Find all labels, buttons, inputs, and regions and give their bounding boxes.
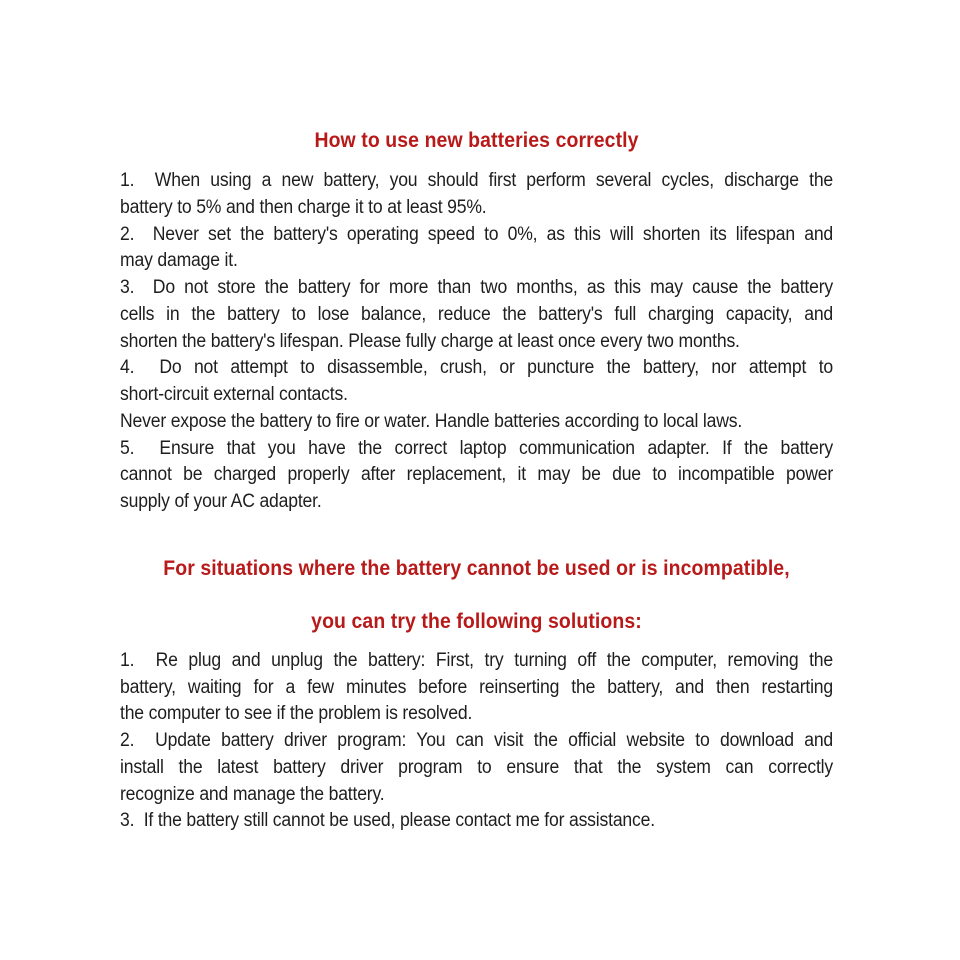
section2-heading-line2: you can try the following solutions: <box>311 609 642 633</box>
section2-body <box>120 648 833 835</box>
text-line: cells in the battery to lose balance, reduce the battery's full charging capacity, and <box>120 303 834 325</box>
text-line: battery to 5% and then charge it to at least 95%. <box>120 196 487 218</box>
text-line: cannot be charged properly after replacement, it may be due to incompatible power <box>120 464 834 486</box>
text-line: recognize and manage the battery. <box>120 783 385 805</box>
text-line: 5. Ensure that you have the correct laptop communication adapter. If the battery <box>120 437 834 459</box>
text-line: 2. Update battery driver program: You can visit the official website to download and <box>120 730 834 751</box>
text-line: 3. Do not store the battery for more than two months, as this may cause the battery <box>120 277 834 298</box>
text-line: 3. If the battery still cannot be used, please contact me for assistance. <box>120 810 655 832</box>
text-line: 2. Never set the battery's operating speed to 0%, as this will shorten its lifespan and <box>120 223 834 245</box>
text-line: 1. When using a new battery, you should first perform several cycles, discharge the <box>120 170 834 191</box>
text-line: supply of your AC adapter. <box>120 491 322 512</box>
section2-heading-line1: For situations where the battery cannot be used or is incompatible, <box>163 556 790 580</box>
text-line: may damage it. <box>120 250 238 272</box>
text-line: the computer to see if the problem is resolved. <box>120 703 473 725</box>
text-line: 4. Do not attempt to disassemble, crush, or puncture the battery, nor attempt to <box>120 357 834 379</box>
section1-title: How to use new batteries correctly <box>314 129 639 152</box>
section1-body <box>120 168 833 516</box>
text-line: install the latest battery driver program to ensure that the system can correctly <box>120 756 834 778</box>
text-line: battery, waiting for a few minutes before reinserting the battery, and then restarting <box>120 676 834 698</box>
text-line: shorten the battery's lifespan. Please fully charge at least once every two months. <box>120 330 740 352</box>
text-line: short-circuit external contacts. <box>120 384 348 405</box>
text-line: 1. Re plug and unplug the battery: First, try turning off the computer, removing the <box>120 649 834 671</box>
text-line: Never expose the battery to fire or water. Handle batteries according to local laws. <box>120 410 743 432</box>
document-content <box>120 0 833 835</box>
